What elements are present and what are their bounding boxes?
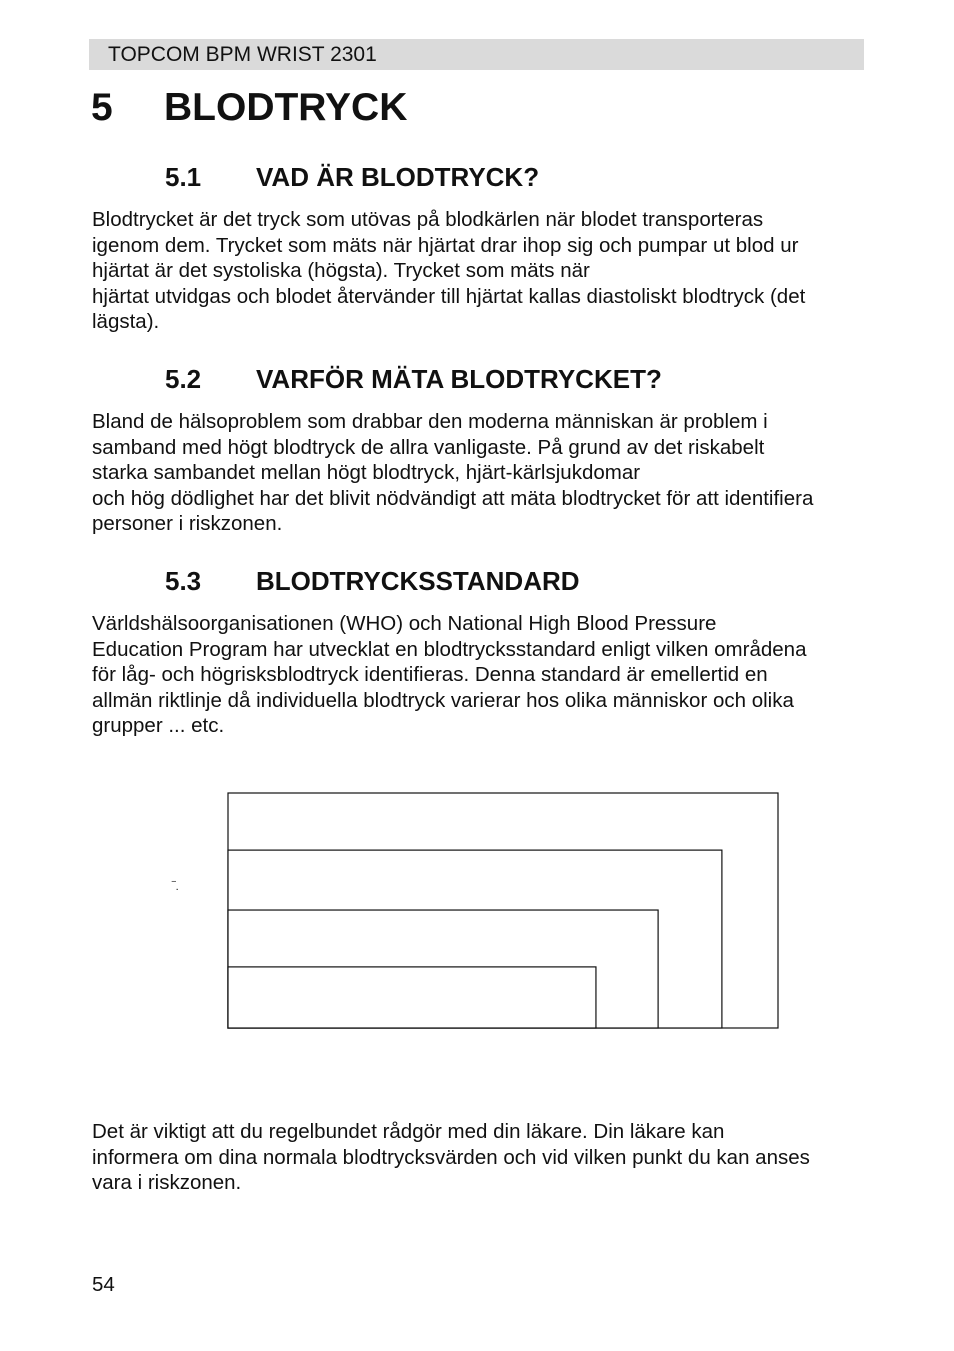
section-5-1-paragraph bbox=[92, 207, 872, 335]
section-number: 5.3 bbox=[165, 566, 202, 596]
chart-region-level-2 bbox=[228, 850, 722, 1028]
paragraph-line: och hög dödlighet har det blivit nödvändigt att mäta blodtrycket för att identifiera bbox=[92, 486, 814, 510]
chart-axis-mark: ‾. bbox=[172, 881, 179, 893]
page-number: 54 bbox=[92, 1273, 115, 1296]
section-5-2-paragraph bbox=[92, 409, 872, 537]
chapter-title: BLODTRYCK bbox=[164, 86, 408, 129]
section-title: VARFÖR MÄTA BLODTRYCKET? bbox=[256, 364, 662, 394]
section-number: 5.1 bbox=[165, 162, 202, 192]
paragraph-line: igenom dem. Trycket som mäts när hjärtat drar ihop sig och pumpar ut blod ur bbox=[92, 233, 799, 257]
section-number: 5.2 bbox=[165, 364, 202, 394]
section-title: VAD ÄR BLODTRYCK? bbox=[256, 162, 540, 192]
section-5-3-paragraph bbox=[92, 611, 872, 739]
paragraph-line: Det är viktigt att du regelbundet rådgör med din läkare. Din läkare kan bbox=[92, 1120, 725, 1143]
paragraph-line: samband med högt blodtryck de allra vanligaste. På grund av det riskabelt bbox=[92, 435, 765, 459]
paragraph-line: Education Program har utvecklat en blodtrycksstandard enligt vilken områdena bbox=[92, 637, 807, 661]
paragraph-line: hjärtat utvidgas och blodet återvänder till hjärtat kallas diastoliskt blodtryck (det bbox=[92, 284, 806, 308]
section-title: BLODTRYCKSSTANDARD bbox=[256, 566, 580, 596]
closing-paragraph bbox=[92, 1119, 872, 1196]
paragraph-line: hjärtat är det systoliska (högsta). Trycket som mäts när bbox=[92, 259, 590, 283]
paragraph-line: vara i riskzonen. bbox=[92, 1171, 242, 1195]
running-header-title: TOPCOM BPM WRIST 2301 bbox=[108, 43, 377, 66]
chart-region-level-1 bbox=[228, 793, 778, 1028]
paragraph-line: Bland de hälsoproblem som drabbar den moderna människan är problem i bbox=[92, 410, 768, 433]
paragraph-line: Blodtrycket är det tryck som utövas på blodkärlen när blodet transporteras bbox=[92, 208, 764, 231]
paragraph-line: personer i riskzonen. bbox=[92, 512, 283, 536]
paragraph-line: allmän riktlinje då individuella blodtryck varierar hos olika människor och olika bbox=[92, 688, 794, 712]
paragraph-line: starka sambandet mellan högt blodtryck, hjärt-kärlsjukdomar bbox=[92, 461, 641, 485]
paragraph-line: lägsta). bbox=[92, 310, 160, 334]
paragraph-line: för låg- och högrisksblodtryck identifieras. Denna standard är emellertid en bbox=[92, 663, 768, 687]
chart-region-level-3 bbox=[228, 910, 658, 1028]
chapter-number: 5 bbox=[91, 86, 113, 129]
running-header-bar bbox=[89, 39, 864, 70]
paragraph-line: grupper ... etc. bbox=[92, 714, 225, 738]
chart-region-level-4 bbox=[228, 967, 596, 1028]
paragraph-line: informera om dina normala blodtrycksvärden och vid vilken punkt du kan anses bbox=[92, 1145, 810, 1169]
paragraph-line: Världshälsoorganisationen (WHO) och National High Blood Pressure bbox=[92, 612, 717, 635]
